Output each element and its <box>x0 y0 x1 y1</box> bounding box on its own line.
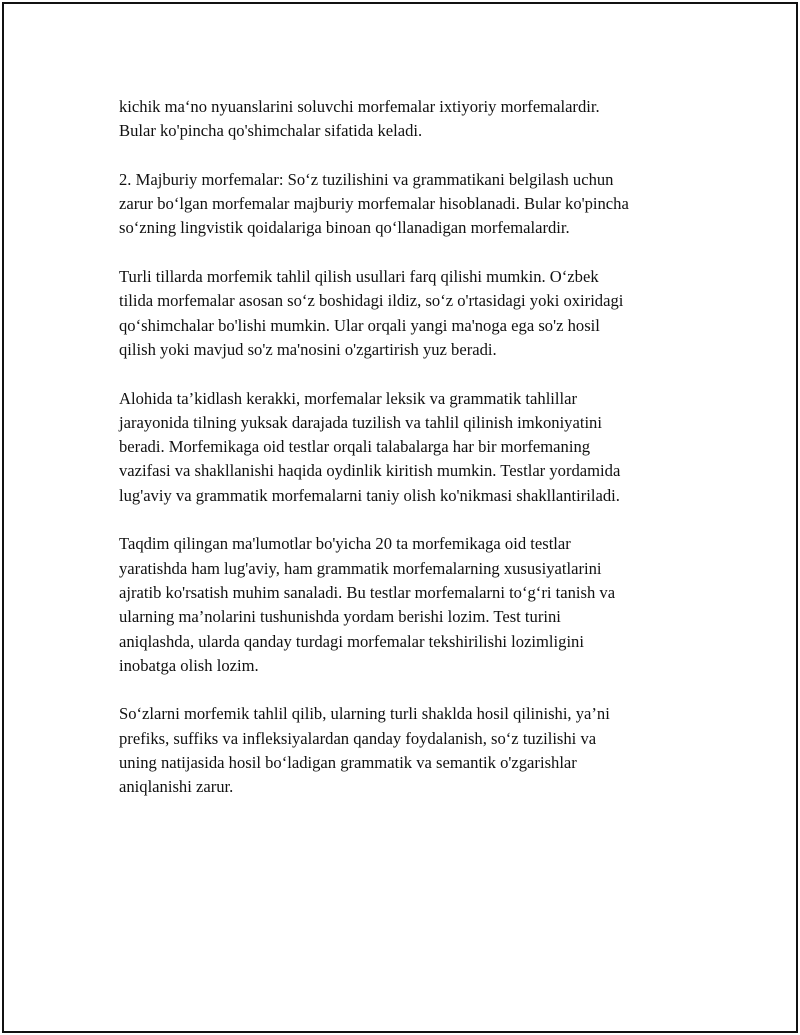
text-line: Soʻzlarni morfemik tahlil qilib, ularning turli shaklda hosil qilinishi, ya’ni <box>119 704 610 724</box>
text-line: aniqlanishi zarur. <box>119 777 234 797</box>
text-line: vazifasi va shakllanishi haqida oydinlik kiritish mumkin. Testlar yordamida <box>119 461 621 481</box>
paragraph <box>119 265 719 362</box>
page-border <box>2 2 798 1033</box>
text-line: beradi. Morfemikaga oid testlar orqali talabalarga har bir morfemaning <box>119 437 591 457</box>
text-line: aniqlashda, ularda qanday turdagi morfemalar tekshirilishi lozimligini <box>119 631 584 651</box>
text-line: soʻzning lingvistik qoidalariga binoan qoʻllanadigan morfemalardir. <box>119 218 570 238</box>
text-line: uning natijasida hosil boʻladigan grammatik va semantik o'zgarishlar <box>119 753 577 773</box>
paragraph <box>119 168 719 241</box>
text-line: zarur boʻlgan morfemalar majburiy morfemalar hisoblanadi. Bular ko'pincha <box>119 194 629 214</box>
text-line: inobatga olish lozim. <box>119 655 259 675</box>
text-line: qilish yoki mavjud so'z ma'nosini o'zgartirish yuz beradi. <box>119 339 497 359</box>
paragraph <box>119 387 719 508</box>
text-line: yaratishda ham lug'aviy, ham grammatik morfemalarning xususiyatlarini <box>119 558 602 578</box>
text-line: Taqdim qilingan ma'lumotlar bo'yicha 20 ta morfemikaga oid testlar <box>119 534 571 554</box>
paragraph <box>119 702 719 799</box>
text-line: Bular ko'pincha qo'shimchalar sifatida keladi. <box>119 121 423 141</box>
text-line: qoʻshimchalar bo'lishi mumkin. Ular orqali yangi ma'noga ega so'z hosil <box>119 315 600 335</box>
text-line: prefiks, suffiks va infleksiyalardan qanday foydalanish, soʻz tuzilishi va <box>119 728 597 748</box>
text-line: lug'aviy va grammatik morfemalarni taniy olish ko'nikmasi shakllantiriladi. <box>119 485 620 505</box>
paragraph <box>119 95 719 144</box>
text-line: tilida morfemalar asosan soʻz boshidagi ildiz, soʻz o'rtasidagi yoki oxiridagi <box>119 291 624 311</box>
text-line: kichik maʻno nyuanslarini soluvchi morfemalar ixtiyoriy morfemalardir. <box>119 97 600 116</box>
text-line: ajratib ko'rsatish muhim sanaladi. Bu testlar morfemalarni toʻgʻri tanish va <box>119 582 616 602</box>
text-line: Turli tillarda morfemik tahlil qilish usullari farq qilishi mumkin. Oʻzbek <box>119 267 599 287</box>
text-line: jarayonida tilning yuksak darajada tuzilish va tahlil qilinish imkoniyatini <box>119 412 602 432</box>
paragraph <box>119 532 719 678</box>
document-body <box>119 95 719 824</box>
text-line: Alohida ta’kidlash kerakki, morfemalar leksik va grammatik tahlillar <box>119 388 578 408</box>
text-line: ularning ma’nolarini tushunishda yordam berishi lozim. Test turini <box>119 607 561 627</box>
text-line: 2. Majburiy morfemalar: Soʻz tuzilishini va grammatikani belgilash uchun <box>119 169 614 189</box>
